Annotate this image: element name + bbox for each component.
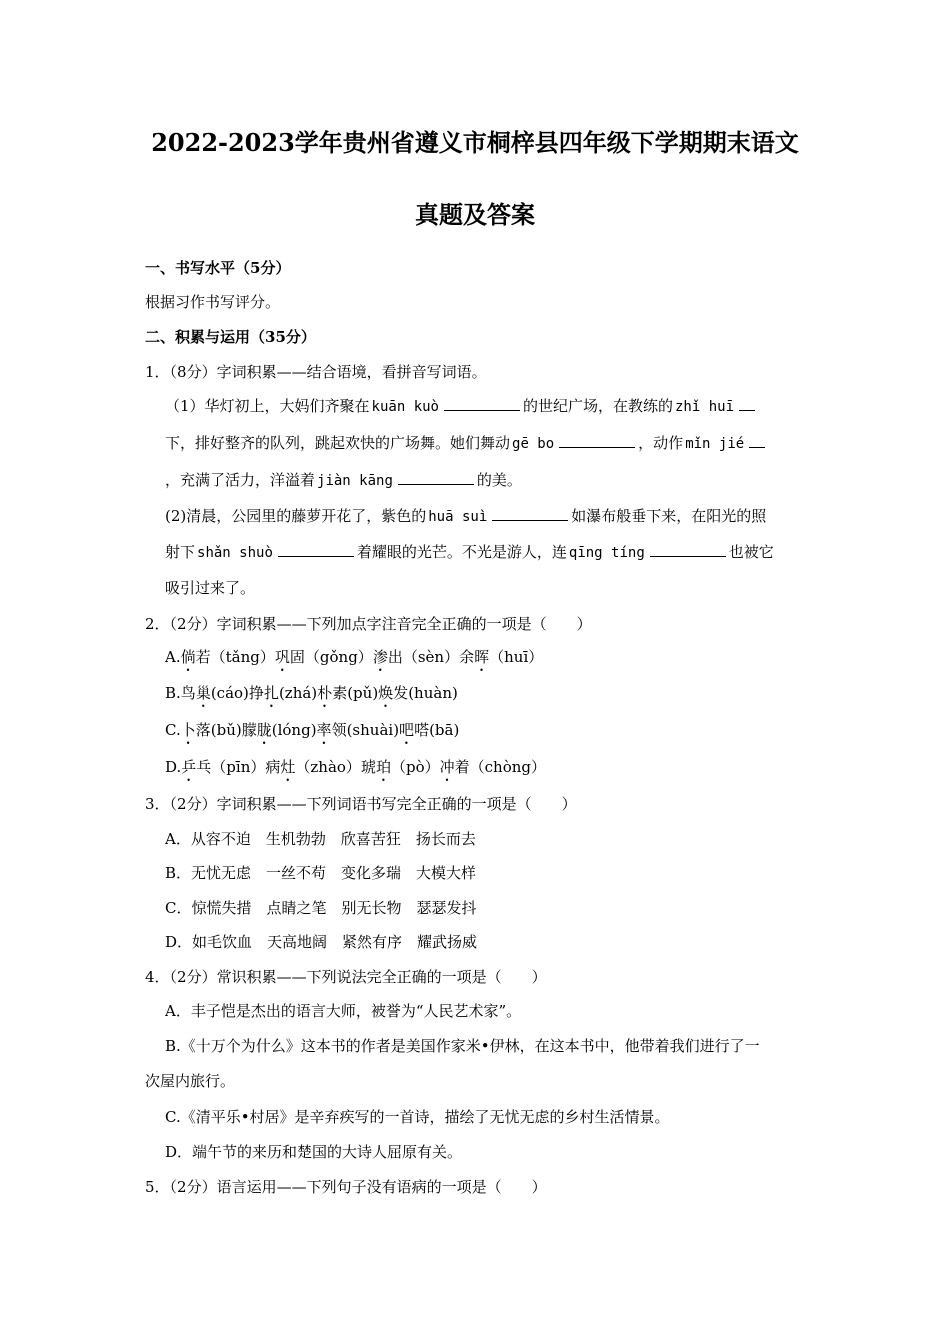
q3-stem: 3．（2分）字词积累——下列词语书写完全正确的一项是（ ） (145, 795, 577, 813)
dotted-character: 率 (316, 721, 332, 739)
answer-blank[interactable] (492, 505, 568, 521)
text: ，动作 (638, 434, 684, 452)
option-label: D. (165, 758, 182, 776)
character: 琥 (360, 758, 376, 776)
character: 固 (289, 648, 305, 666)
text: 射下 (165, 543, 196, 561)
q4-option-d[interactable]: D．端午节的来历和楚国的大诗人屈原有关。 (165, 1143, 463, 1161)
dotted-character: 冲 (439, 758, 455, 776)
q4-stem: 4．（2分）常识积累——下列说法完全正确的一项是（ ） (145, 968, 547, 986)
section-heading-accumulation: 二、积累与运用（35分） (145, 328, 316, 346)
pinyin: jiàn kāng (317, 473, 393, 489)
q4-option-b[interactable]: B.《十万个为什么》这本书的作者是美国作家米•伊林，在这本书中，他带着我们进行了一 (165, 1037, 760, 1055)
pinyin-annotation: （pīn） (211, 758, 266, 776)
text: 的美。 (476, 471, 522, 489)
document-title-line2: 真题及答案 (415, 200, 535, 229)
q3-option-b[interactable]: B．无忧无虑 一丝不苟 变化多瑞 大模大样 (165, 864, 477, 882)
q3-option-a[interactable]: A．从容不迫 生机勃勃 欣喜苦狂 扬长而去 (165, 830, 476, 848)
text: ，充满了活力，洋溢着 (165, 471, 316, 489)
document-title-line1: 2022-2023学年贵州省遵义市桐梓县四年级下学期期末语文 (151, 128, 799, 157)
q1-part1-line3 (165, 469, 522, 491)
character: 余 (459, 648, 475, 666)
q1-part2-line1 (165, 505, 766, 527)
pinyin-annotation: (huàn) (408, 684, 458, 702)
text: (2)清晨，公园里的藤萝开花了，紫色的 (165, 507, 427, 525)
option-label: B. (165, 684, 181, 702)
q1-part2-line3: 吸引过来了。 (165, 579, 256, 597)
pinyin: zhǐ huī (675, 399, 735, 415)
q1-stem: 1．（8分）字词积累——结合语境，看拼音写词语。 (145, 363, 487, 381)
character: 落 (195, 721, 211, 739)
dotted-character: 乒 (181, 758, 197, 776)
answer-blank[interactable] (398, 469, 474, 485)
pinyin: mǐn jié (685, 436, 745, 452)
text: 如瀑布般垂下来，在阳光的照 (571, 507, 767, 525)
q1-part1-line1 (165, 395, 758, 417)
pinyin-annotation: (shuài) (346, 721, 400, 739)
text: 下，排好整齐的队列，跳起欢快的广场舞。她们舞动 (165, 434, 511, 452)
answer-blank[interactable] (559, 432, 635, 448)
text: 着耀眼的光芒。不光是游人，连 (356, 543, 567, 561)
dotted-character: 灶 (280, 758, 296, 776)
character: 病 (265, 758, 281, 776)
character: 乓 (196, 758, 212, 776)
dotted-character: 焕 (378, 684, 394, 702)
q4-option-a[interactable]: A．丰子恺是杰出的语言大师，被誉为“人民艺术家”。 (165, 1002, 522, 1020)
dotted-character: 朴 (317, 684, 333, 702)
pinyin: kuān kuò (371, 399, 439, 415)
pinyin-annotation: （tǎng） (210, 648, 275, 666)
dotted-character: 晖 (474, 648, 490, 666)
pinyin-annotation: （zhào） (295, 758, 361, 776)
dotted-character: 渗 (372, 648, 388, 666)
dotted-character: 卜 (180, 721, 196, 739)
section-heading-writing: 一、书写水平（5分） (145, 259, 291, 277)
pinyin: gē bo (512, 436, 555, 452)
answer-blank[interactable] (650, 541, 726, 557)
pinyin-annotation: （sèn） (402, 648, 460, 666)
answer-blank[interactable] (444, 395, 520, 411)
q1-part1-line2 (165, 432, 768, 454)
q4-option-c[interactable]: C.《清平乐•村居》是辛弃疾写的一首诗，描绘了无忧无虑的乡村生活情景。 (165, 1108, 670, 1126)
pinyin-annotation: （gǒng） (304, 648, 373, 666)
character: 素 (332, 684, 348, 702)
pinyin-annotation: (bā) (429, 721, 460, 739)
pinyin-annotation: （pò） (390, 758, 440, 776)
pinyin-annotation: (pǔ) (347, 684, 379, 702)
dotted-character: 巢 (195, 684, 211, 702)
character: 领 (331, 721, 347, 739)
q2-stem: 2．（2分）字词积累——下列加点字注音完全正确的一项是（ ） (145, 615, 592, 633)
q2-option-a[interactable] (165, 646, 543, 668)
character: 发 (393, 684, 409, 702)
dotted-character: 胧 (256, 721, 272, 739)
pinyin-annotation: （huī） (489, 648, 544, 666)
pinyin: shǎn shuò (197, 545, 273, 561)
q4-option-b-continued[interactable]: 次屋内旅行。 (145, 1072, 236, 1090)
pinyin-annotation: (zhá) (278, 684, 318, 702)
pinyin-annotation: （chòng） (469, 758, 546, 776)
dotted-character: 珀 (375, 758, 391, 776)
q3-option-c[interactable]: C．惊慌失措 点睛之笔 别无长物 瑟瑟发抖 (165, 899, 477, 917)
pinyin-annotation: (lóng) (271, 721, 317, 739)
option-label: A. (165, 648, 181, 666)
q2-option-c[interactable] (165, 719, 459, 741)
character: 嗒 (414, 721, 430, 739)
dotted-character: 倘 (180, 648, 196, 666)
text: 的世纪广场，在教练的 (522, 397, 673, 415)
character: 若 (195, 648, 211, 666)
answer-blank[interactable] (749, 432, 765, 448)
pinyin: qīng tíng (568, 545, 645, 561)
dotted-character: 扎 (263, 684, 279, 702)
character: 朦 (241, 721, 257, 739)
pinyin: huā suì (428, 509, 488, 525)
dotted-character: 巩 (274, 648, 290, 666)
q2-option-b[interactable] (165, 682, 458, 704)
answer-blank[interactable] (278, 541, 354, 557)
character: 着 (454, 758, 470, 776)
dotted-character: 吧 (399, 721, 415, 739)
character: 挣 (248, 684, 264, 702)
option-label: C. (165, 721, 181, 739)
q2-option-d[interactable] (165, 756, 546, 778)
character: 鸟 (180, 684, 196, 702)
text: （1）华灯初上，大妈们齐聚在 (165, 397, 370, 415)
section-body-writing: 根据习作书写评分。 (145, 293, 281, 311)
q3-option-d[interactable]: D．如毛饮血 天高地阔 紧然有序 耀武扬威 (165, 933, 478, 951)
text: 也被它 (728, 543, 774, 561)
character: 出 (387, 648, 403, 666)
q5-stem: 5．（2分）语言运用——下列句子没有语病的一项是（ ） (145, 1178, 547, 1196)
pinyin-annotation: (bǔ) (210, 721, 242, 739)
q1-part2-line2 (165, 541, 774, 563)
pinyin-annotation: (cáo) (210, 684, 249, 702)
answer-blank[interactable] (739, 395, 755, 411)
